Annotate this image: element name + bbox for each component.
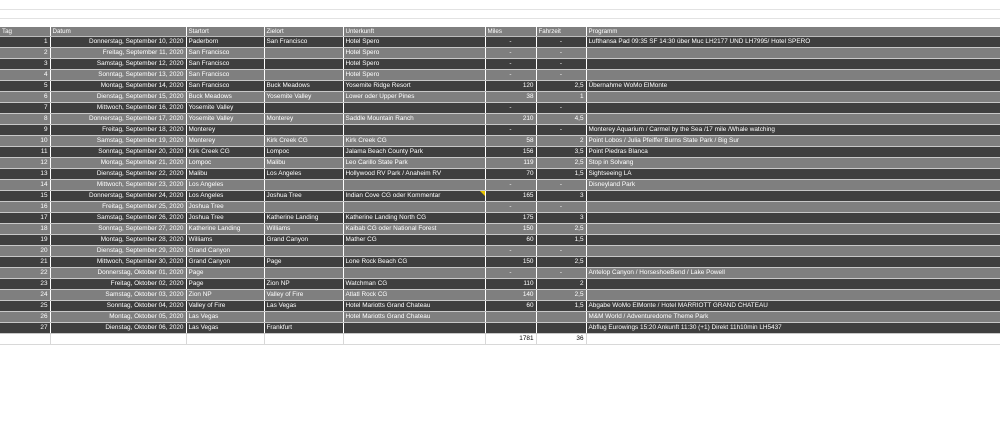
table-row bbox=[0, 59, 1000, 70]
table-body bbox=[0, 37, 1000, 334]
cell-miles[interactable]: 175 bbox=[485, 213, 536, 224]
cell-miles[interactable]: - bbox=[485, 125, 536, 136]
cell-fahrzeit[interactable]: 2,5 bbox=[536, 290, 586, 301]
cell-startort[interactable]: Page bbox=[186, 279, 264, 290]
cell-datum[interactable]: Samstag, September 19, 2020 bbox=[50, 136, 186, 147]
cell-programm[interactable] bbox=[586, 103, 1000, 114]
table-row bbox=[0, 180, 1000, 191]
total-empty-cell[interactable] bbox=[50, 334, 186, 345]
totals-row bbox=[0, 334, 1000, 345]
cell-datum[interactable]: Freitag, Oktober 02, 2020 bbox=[50, 279, 186, 290]
cell-fahrzeit[interactable] bbox=[536, 312, 586, 323]
cell-unterkunft[interactable]: Hotel Mariotts Grand Chateau bbox=[343, 301, 485, 312]
total-fahrzeit[interactable]: 36 bbox=[536, 334, 586, 345]
cell-unterkunft[interactable]: Lower oder Upper Pines bbox=[343, 92, 485, 103]
cell-startort[interactable]: Monterey bbox=[186, 125, 264, 136]
cell-zielort[interactable] bbox=[264, 180, 343, 191]
cell-tag[interactable]: 1 bbox=[0, 37, 50, 48]
cell-unterkunft[interactable]: Kirk Creek CG bbox=[343, 136, 485, 147]
cell-fahrzeit[interactable]: 1,5 bbox=[536, 169, 586, 180]
cell-datum[interactable]: Sonntag, September 20, 2020 bbox=[50, 147, 186, 158]
header-datum[interactable]: Datum bbox=[50, 27, 186, 37]
cell-unterkunft[interactable]: Katherine Landing North CG bbox=[343, 213, 485, 224]
cell-tag[interactable]: 6 bbox=[0, 92, 50, 103]
cell-fahrzeit[interactable]: - bbox=[536, 125, 586, 136]
cell-datum[interactable]: Montag, September 21, 2020 bbox=[50, 158, 186, 169]
cell-miles[interactable]: - bbox=[485, 37, 536, 48]
cell-datum[interactable]: Freitag, September 25, 2020 bbox=[50, 202, 186, 213]
cell-fahrzeit[interactable]: 4,5 bbox=[536, 114, 586, 125]
cell-datum[interactable]: Montag, September 14, 2020 bbox=[50, 81, 186, 92]
cell-zielort[interactable]: Las Vegas bbox=[264, 301, 343, 312]
cell-tag[interactable]: 23 bbox=[0, 279, 50, 290]
cell-datum[interactable]: Samstag, Oktober 03, 2020 bbox=[50, 290, 186, 301]
header-row bbox=[0, 27, 1000, 37]
cell-zielort[interactable]: San Francisco bbox=[264, 37, 343, 48]
cell-datum[interactable]: Montag, Oktober 05, 2020 bbox=[50, 312, 186, 323]
cell-miles[interactable]: 120 bbox=[485, 81, 536, 92]
table-row bbox=[0, 136, 1000, 147]
cell-startort[interactable]: Zion NP bbox=[186, 290, 264, 301]
cell-fahrzeit[interactable]: 3 bbox=[536, 213, 586, 224]
cell-tag[interactable]: 7 bbox=[0, 103, 50, 114]
cell-zielort[interactable]: Joshua Tree bbox=[264, 191, 343, 202]
cell-datum[interactable]: Samstag, September 12, 2020 bbox=[50, 59, 186, 70]
header-programm[interactable]: Programm bbox=[586, 27, 1000, 37]
cell-startort[interactable]: Lompoc bbox=[186, 158, 264, 169]
cell-unterkunft[interactable]: Yosemite Ridge Resort bbox=[343, 81, 485, 92]
cell-miles[interactable]: 38 bbox=[485, 92, 536, 103]
cell-zielort[interactable] bbox=[264, 312, 343, 323]
cell-programm[interactable] bbox=[586, 191, 1000, 202]
total-miles[interactable]: 1781 bbox=[485, 334, 536, 345]
cell-miles[interactable]: - bbox=[485, 202, 536, 213]
cell-fahrzeit[interactable]: - bbox=[536, 70, 586, 81]
cell-datum[interactable]: Mittwoch, September 16, 2020 bbox=[50, 103, 186, 114]
cell-unterkunft[interactable] bbox=[343, 125, 485, 136]
cell-zielort[interactable] bbox=[264, 202, 343, 213]
cell-miles[interactable]: - bbox=[485, 103, 536, 114]
cell-tag[interactable]: 10 bbox=[0, 136, 50, 147]
cell-datum[interactable]: Montag, September 28, 2020 bbox=[50, 235, 186, 246]
cell-miles[interactable]: - bbox=[485, 246, 536, 257]
table-row bbox=[0, 268, 1000, 279]
cell-programm[interactable] bbox=[586, 257, 1000, 268]
cell-zielort[interactable]: Los Angeles bbox=[264, 169, 343, 180]
cell-miles[interactable]: - bbox=[485, 48, 536, 59]
table-row bbox=[0, 169, 1000, 180]
cell-unterkunft[interactable] bbox=[343, 103, 485, 114]
cell-datum[interactable]: Dienstag, September 29, 2020 bbox=[50, 246, 186, 257]
cell-fahrzeit[interactable]: 1 bbox=[536, 92, 586, 103]
cell-programm[interactable]: Sightseeing LA bbox=[586, 169, 1000, 180]
cell-startort[interactable]: Joshua Tree bbox=[186, 213, 264, 224]
cell-startort[interactable]: Paderborn bbox=[186, 37, 264, 48]
cell-startort[interactable]: Buck Meadows bbox=[186, 92, 264, 103]
total-empty-cell[interactable] bbox=[0, 334, 50, 345]
cell-unterkunft[interactable]: Hotel Spero bbox=[343, 59, 485, 70]
table-row bbox=[0, 103, 1000, 114]
cell-programm[interactable]: Disneyland Park bbox=[586, 180, 1000, 191]
cell-tag[interactable]: 11 bbox=[0, 147, 50, 158]
cell-startort[interactable]: San Francisco bbox=[186, 59, 264, 70]
cell-fahrzeit[interactable]: 2,5 bbox=[536, 81, 586, 92]
table-row bbox=[0, 202, 1000, 213]
cell-tag[interactable]: 25 bbox=[0, 301, 50, 312]
cell-miles[interactable]: 110 bbox=[485, 279, 536, 290]
cell-startort[interactable]: Yosemite Valley bbox=[186, 103, 264, 114]
cell-unterkunft[interactable]: Watchman CG bbox=[343, 279, 485, 290]
cell-unterkunft[interactable]: Leo Carillo State Park bbox=[343, 158, 485, 169]
cell-datum[interactable]: Sonntag, Oktober 04, 2020 bbox=[50, 301, 186, 312]
cell-programm[interactable] bbox=[586, 246, 1000, 257]
table-row bbox=[0, 81, 1000, 92]
cell-tag[interactable]: 21 bbox=[0, 257, 50, 268]
cell-zielort[interactable]: Katherine Landing bbox=[264, 213, 343, 224]
cell-tag[interactable]: 14 bbox=[0, 180, 50, 191]
table-row bbox=[0, 125, 1000, 136]
cell-tag[interactable]: 19 bbox=[0, 235, 50, 246]
cell-zielort[interactable] bbox=[264, 103, 343, 114]
cell-datum[interactable]: Freitag, September 18, 2020 bbox=[50, 125, 186, 136]
cell-zielort[interactable] bbox=[264, 70, 343, 81]
cell-miles[interactable]: 150 bbox=[485, 257, 536, 268]
cell-miles[interactable]: 60 bbox=[485, 235, 536, 246]
cell-miles[interactable]: 70 bbox=[485, 169, 536, 180]
cell-programm[interactable]: M&M World / Adventuredome Theme Park bbox=[586, 312, 1000, 323]
cell-miles[interactable]: - bbox=[485, 268, 536, 279]
table-row bbox=[0, 147, 1000, 158]
cell-datum[interactable]: Mittwoch, September 30, 2020 bbox=[50, 257, 186, 268]
cell-programm[interactable] bbox=[586, 59, 1000, 70]
cell-zielort[interactable] bbox=[264, 125, 343, 136]
table-row bbox=[0, 224, 1000, 235]
cell-programm[interactable] bbox=[586, 279, 1000, 290]
cell-unterkunft[interactable]: Mather CG bbox=[343, 235, 485, 246]
table-row bbox=[0, 158, 1000, 169]
cell-programm[interactable] bbox=[586, 70, 1000, 81]
table-row bbox=[0, 92, 1000, 103]
cell-tag[interactable]: 22 bbox=[0, 268, 50, 279]
cell-datum[interactable]: Dienstag, Oktober 06, 2020 bbox=[50, 323, 186, 334]
cell-unterkunft[interactable]: Atlatl Rock CG bbox=[343, 290, 485, 301]
total-empty-cell[interactable] bbox=[343, 334, 485, 345]
table-row bbox=[0, 213, 1000, 224]
cell-zielort[interactable]: Buck Meadows bbox=[264, 81, 343, 92]
cell-programm[interactable] bbox=[586, 92, 1000, 103]
cell-fahrzeit[interactable]: - bbox=[536, 268, 586, 279]
cell-tag[interactable]: 3 bbox=[0, 59, 50, 70]
table-row bbox=[0, 246, 1000, 257]
total-empty-cell[interactable] bbox=[264, 334, 343, 345]
cell-tag[interactable]: 2 bbox=[0, 48, 50, 59]
table-row bbox=[0, 70, 1000, 81]
cell-zielort[interactable] bbox=[264, 268, 343, 279]
cell-miles[interactable]: - bbox=[485, 70, 536, 81]
header-zielort[interactable]: Zielort bbox=[264, 27, 343, 37]
cell-startort[interactable]: Los Angeles bbox=[186, 180, 264, 191]
cell-unterkunft[interactable]: Saddle Mountain Ranch bbox=[343, 114, 485, 125]
cell-startort[interactable]: Page bbox=[186, 268, 264, 279]
cell-unterkunft[interactable]: Hotel Spero bbox=[343, 48, 485, 59]
cell-startort[interactable]: Yosemite Valley bbox=[186, 114, 264, 125]
cell-programm[interactable] bbox=[586, 202, 1000, 213]
cell-fahrzeit[interactable]: - bbox=[536, 59, 586, 70]
cell-programm[interactable]: Abflug Eurowings 15:20 Ankunft 11:30 (+1) Direkt 11h10min LH5437 bbox=[586, 323, 1000, 334]
grid-line bbox=[0, 9, 1000, 10]
cell-tag[interactable]: 4 bbox=[0, 70, 50, 81]
cell-tag[interactable]: 20 bbox=[0, 246, 50, 257]
cell-miles[interactable]: 119 bbox=[485, 158, 536, 169]
cell-tag[interactable]: 12 bbox=[0, 158, 50, 169]
cell-datum[interactable]: Donnerstag, Oktober 01, 2020 bbox=[50, 268, 186, 279]
cell-zielort[interactable] bbox=[264, 59, 343, 70]
table-row bbox=[0, 279, 1000, 290]
grid-line bbox=[0, 18, 1000, 19]
table-row bbox=[0, 114, 1000, 125]
cell-unterkunft[interactable] bbox=[343, 180, 485, 191]
cell-startort[interactable]: Katherine Landing bbox=[186, 224, 264, 235]
cell-unterkunft[interactable]: Hotel Spero bbox=[343, 37, 485, 48]
cell-datum[interactable]: Dienstag, September 22, 2020 bbox=[50, 169, 186, 180]
cell-miles[interactable]: 210 bbox=[485, 114, 536, 125]
cell-datum[interactable]: Donnerstag, September 10, 2020 bbox=[50, 37, 186, 48]
cell-programm[interactable]: Monterey Aquarium / Carmel by the Sea /17 mile /Whale watching bbox=[586, 125, 1000, 136]
cell-tag[interactable]: 8 bbox=[0, 114, 50, 125]
cell-fahrzeit[interactable]: 2 bbox=[536, 279, 586, 290]
cell-unterkunft[interactable]: Hotel Mariotts Grand Chateau bbox=[343, 312, 485, 323]
total-empty-cell[interactable] bbox=[586, 334, 1000, 345]
cell-tag[interactable]: 5 bbox=[0, 81, 50, 92]
table-row bbox=[0, 301, 1000, 312]
cell-miles[interactable]: - bbox=[485, 180, 536, 191]
cell-tag[interactable]: 24 bbox=[0, 290, 50, 301]
cell-fahrzeit[interactable]: - bbox=[536, 180, 586, 191]
table-row bbox=[0, 235, 1000, 246]
cell-miles[interactable]: 140 bbox=[485, 290, 536, 301]
cell-startort[interactable]: Kirk Creek CG bbox=[186, 147, 264, 158]
cell-tag[interactable]: 26 bbox=[0, 312, 50, 323]
cell-unterkunft[interactable]: Lone Rock Beach CG bbox=[343, 257, 485, 268]
cell-fahrzeit[interactable]: 2,5 bbox=[536, 257, 586, 268]
cell-miles[interactable]: 150 bbox=[485, 224, 536, 235]
cell-datum[interactable]: Mittwoch, September 23, 2020 bbox=[50, 180, 186, 191]
cell-fahrzeit[interactable]: 1,5 bbox=[536, 235, 586, 246]
cell-zielort[interactable]: Malibu bbox=[264, 158, 343, 169]
header-fahrzeit[interactable]: Fahrzeit bbox=[536, 27, 586, 37]
cell-fahrzeit[interactable]: - bbox=[536, 246, 586, 257]
cell-fahrzeit[interactable]: 2,5 bbox=[536, 224, 586, 235]
cell-startort[interactable]: San Francisco bbox=[186, 48, 264, 59]
cell-fahrzeit[interactable]: - bbox=[536, 202, 586, 213]
cell-tag[interactable]: 15 bbox=[0, 191, 50, 202]
cell-programm[interactable]: Stop in Solvang bbox=[586, 158, 1000, 169]
cell-unterkunft[interactable]: Hotel Spero bbox=[343, 70, 485, 81]
cell-zielort[interactable]: Monterey bbox=[264, 114, 343, 125]
cell-miles[interactable]: - bbox=[485, 59, 536, 70]
cell-programm[interactable] bbox=[586, 235, 1000, 246]
cell-startort[interactable]: Malibu bbox=[186, 169, 264, 180]
cell-datum[interactable]: Donnerstag, September 24, 2020 bbox=[50, 191, 186, 202]
cell-unterkunft[interactable] bbox=[343, 323, 485, 334]
cell-programm[interactable]: Point Lobos / Julia Pfeiffer Burns State Park / Big Sur bbox=[586, 136, 1000, 147]
cell-fahrzeit[interactable]: - bbox=[536, 37, 586, 48]
table-row bbox=[0, 323, 1000, 334]
cell-startort[interactable]: Monterey bbox=[186, 136, 264, 147]
itinerary-table bbox=[0, 27, 1000, 345]
cell-tag[interactable]: 27 bbox=[0, 323, 50, 334]
cell-unterkunft[interactable]: Hollywood RV Park / Anaheim RV bbox=[343, 169, 485, 180]
cell-miles[interactable] bbox=[485, 323, 536, 334]
cell-fahrzeit[interactable]: 1,5 bbox=[536, 301, 586, 312]
table-row bbox=[0, 312, 1000, 323]
cell-startort[interactable]: Las Vegas bbox=[186, 323, 264, 334]
cell-startort[interactable]: Grand Canyon bbox=[186, 257, 264, 268]
cell-programm[interactable] bbox=[586, 290, 1000, 301]
cell-programm[interactable] bbox=[586, 213, 1000, 224]
cell-startort[interactable]: Grand Canyon bbox=[186, 246, 264, 257]
cell-fahrzeit[interactable]: - bbox=[536, 103, 586, 114]
cell-programm[interactable]: Lufthansa Pad 09:35 SF 14:30 über Muc LH2177 UND LH7995/ Hotel SPERO bbox=[586, 37, 1000, 48]
header-startort[interactable]: Startort bbox=[186, 27, 264, 37]
table-row bbox=[0, 48, 1000, 59]
header-unterkunft[interactable]: Unterkunft bbox=[343, 27, 485, 37]
total-empty-cell[interactable] bbox=[186, 334, 264, 345]
cell-programm[interactable] bbox=[586, 48, 1000, 59]
cell-fahrzeit[interactable] bbox=[536, 323, 586, 334]
cell-zielort[interactable]: Kirk Creek CG bbox=[264, 136, 343, 147]
cell-zielort[interactable]: Grand Canyon bbox=[264, 235, 343, 246]
comment-indicator-icon[interactable] bbox=[480, 191, 485, 196]
cell-programm[interactable]: Abgabe WoMo ElMonte / Hotel MARRIOTT GRAND CHATEAU bbox=[586, 301, 1000, 312]
cell-programm[interactable]: Point Piedras Blanca bbox=[586, 147, 1000, 158]
cell-startort[interactable]: San Francisco bbox=[186, 70, 264, 81]
cell-datum[interactable]: Sonntag, September 13, 2020 bbox=[50, 70, 186, 81]
cell-zielort[interactable]: Lompoc bbox=[264, 147, 343, 158]
cell-startort[interactable]: Las Vegas bbox=[186, 312, 264, 323]
cell-miles[interactable]: 156 bbox=[485, 147, 536, 158]
cell-fahrzeit[interactable]: 3 bbox=[536, 191, 586, 202]
cell-startort[interactable]: Joshua Tree bbox=[186, 202, 264, 213]
cell-unterkunft[interactable] bbox=[343, 246, 485, 257]
cell-zielort[interactable] bbox=[264, 48, 343, 59]
table-row bbox=[0, 191, 1000, 202]
cell-zielort[interactable] bbox=[264, 246, 343, 257]
cell-datum[interactable]: Samstag, September 26, 2020 bbox=[50, 213, 186, 224]
cell-unterkunft[interactable] bbox=[343, 268, 485, 279]
cell-miles[interactable] bbox=[485, 312, 536, 323]
cell-startort[interactable]: Los Angeles bbox=[186, 191, 264, 202]
cell-zielort[interactable]: Williams bbox=[264, 224, 343, 235]
cell-zielort[interactable]: Frankfurt bbox=[264, 323, 343, 334]
cell-miles[interactable]: 60 bbox=[485, 301, 536, 312]
cell-unterkunft[interactable]: Indian Cove CG oder Kommentar bbox=[343, 191, 485, 202]
cell-zielort[interactable]: Yosemite Valley bbox=[264, 92, 343, 103]
cell-zielort[interactable]: Zion NP bbox=[264, 279, 343, 290]
cell-fahrzeit[interactable]: 2 bbox=[536, 136, 586, 147]
cell-fahrzeit[interactable]: 3,5 bbox=[536, 147, 586, 158]
cell-datum[interactable]: Sonntag, September 27, 2020 bbox=[50, 224, 186, 235]
cell-tag[interactable]: 18 bbox=[0, 224, 50, 235]
cell-datum[interactable]: Dienstag, September 15, 2020 bbox=[50, 92, 186, 103]
cell-zielort[interactable]: Valley of Fire bbox=[264, 290, 343, 301]
cell-startort[interactable]: Williams bbox=[186, 235, 264, 246]
cell-programm[interactable] bbox=[586, 224, 1000, 235]
cell-fahrzeit[interactable]: - bbox=[536, 48, 586, 59]
cell-startort[interactable]: Valley of Fire bbox=[186, 301, 264, 312]
cell-miles[interactable]: 58 bbox=[485, 136, 536, 147]
header-tag[interactable]: Tag bbox=[0, 27, 50, 37]
header-miles[interactable]: Miles bbox=[485, 27, 536, 37]
cell-startort[interactable]: San Francisco bbox=[186, 81, 264, 92]
cell-programm[interactable] bbox=[586, 114, 1000, 125]
cell-unterkunft[interactable]: Jalama Beach County Park bbox=[343, 147, 485, 158]
cell-unterkunft[interactable]: Kaibab CG oder National Forest bbox=[343, 224, 485, 235]
cell-fahrzeit[interactable]: 2,5 bbox=[536, 158, 586, 169]
cell-miles[interactable]: 165 bbox=[485, 191, 536, 202]
cell-datum[interactable]: Freitag, September 11, 2020 bbox=[50, 48, 186, 59]
cell-datum[interactable]: Donnerstag, September 17, 2020 bbox=[50, 114, 186, 125]
cell-programm[interactable]: Antelop Canyon / HorseshoeBend / Lake Powell bbox=[586, 268, 1000, 279]
table-row bbox=[0, 37, 1000, 48]
cell-zielort[interactable]: Page bbox=[264, 257, 343, 268]
cell-tag[interactable]: 16 bbox=[0, 202, 50, 213]
table-row bbox=[0, 257, 1000, 268]
table-row bbox=[0, 290, 1000, 301]
cell-unterkunft[interactable] bbox=[343, 202, 485, 213]
cell-tag[interactable]: 13 bbox=[0, 169, 50, 180]
cell-tag[interactable]: 9 bbox=[0, 125, 50, 136]
cell-programm[interactable]: Übernahme WoMo ElMonte bbox=[586, 81, 1000, 92]
cell-tag[interactable]: 17 bbox=[0, 213, 50, 224]
